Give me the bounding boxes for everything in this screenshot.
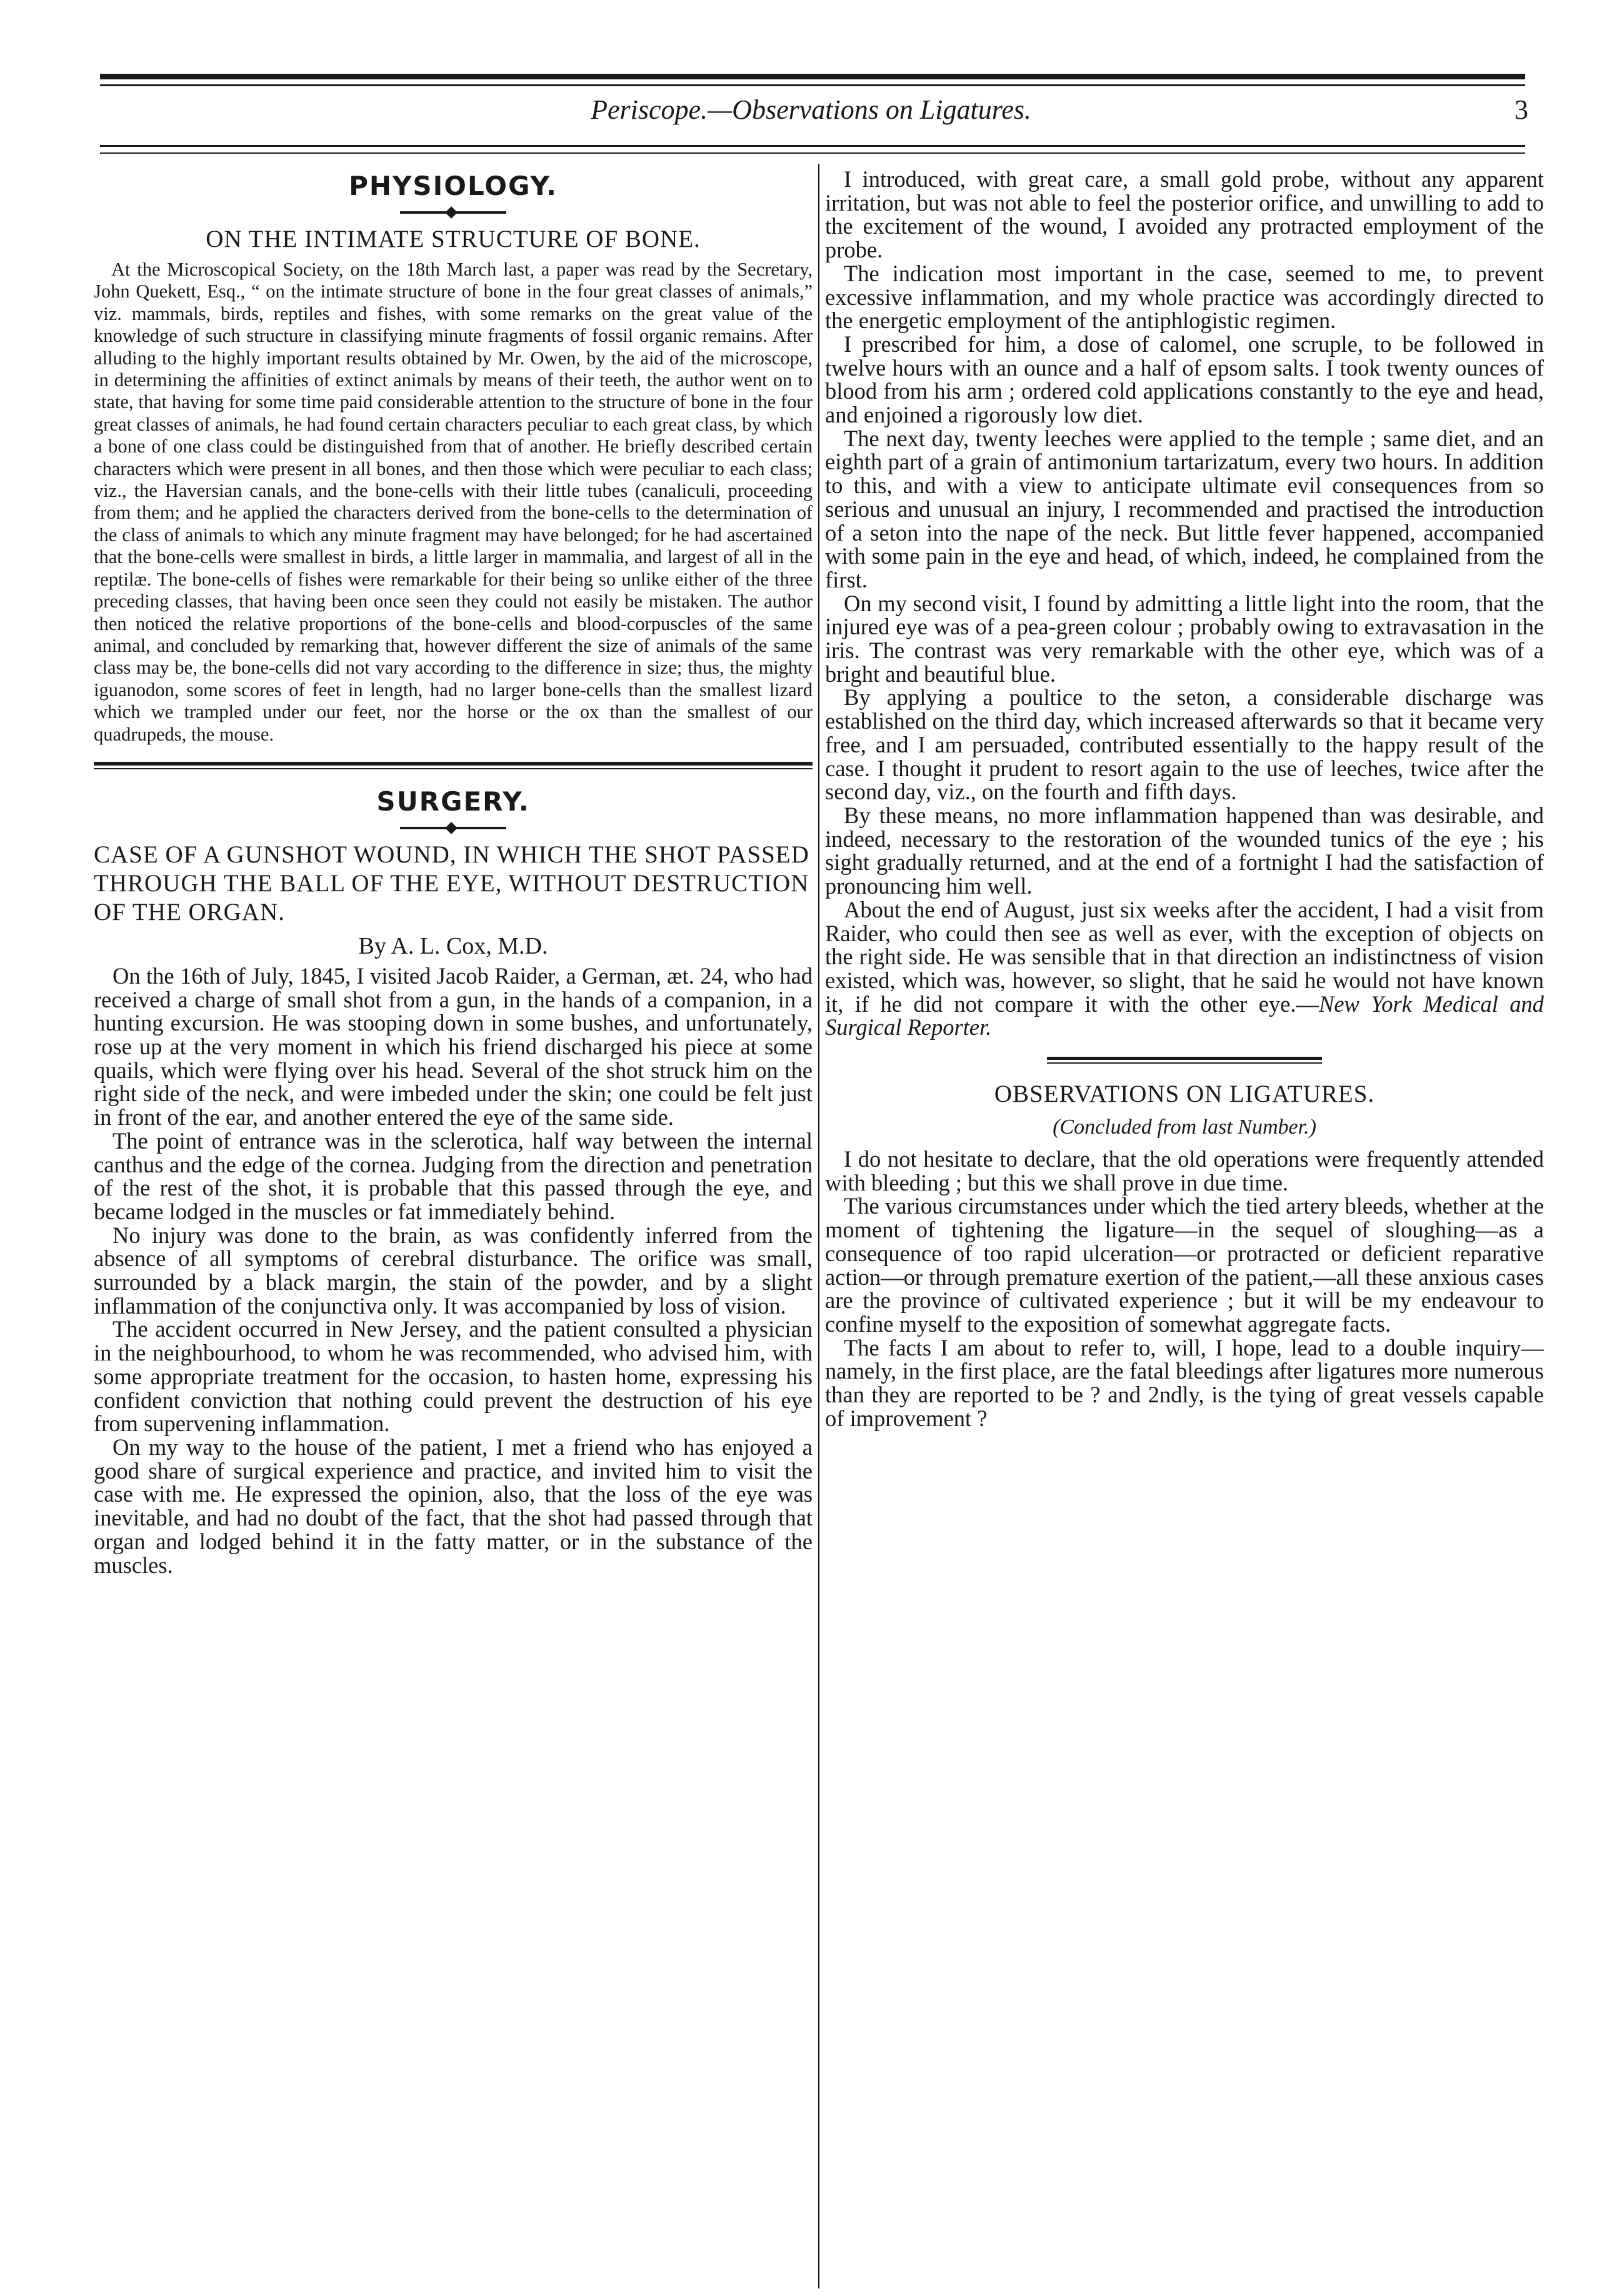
- source-citation: New York Medical and Surgical Reporter.: [825, 991, 1544, 1041]
- section-separator-rule: [94, 762, 813, 766]
- ornament-dash: [400, 211, 506, 214]
- gunshot-paragraph-final: [825, 898, 1544, 1039]
- header-thin-rule: [100, 84, 1525, 86]
- running-head-rule: [100, 145, 1525, 147]
- article-separator-rule: [1047, 1057, 1322, 1060]
- gunshot-paragraph-continued: On my way to the house of the patient, I met a friend who has enjoyed a good share of surgical experience and practice, and invited him to visit the case with me. He expressed the opinion, also, that the loss of the eye was inevitable, and had no doubt of the fact, that the shot had passed through that organ and lodged behind it in the fatty matter, or in the substance of the muscles.: [94, 1434, 813, 1578]
- left-column: [94, 167, 813, 1577]
- gunshot-paragraph: No injury was done to the brain, as was confidently inferred from the absence of all symptoms of cerebral disturbance. The orifice was small, surrounded by a black margin, the stain of the powder, and by a slight inflammation of the conjunctiva only. It was accompanied by loss of vision.: [94, 1222, 813, 1319]
- ligatures-article-subtitle: (Concluded from last Number.): [1053, 1116, 1316, 1139]
- ligatures-paragraph: The various circumstances under which the tied artery bleeds, whether at the moment of tightening the ligature—in the sequel of sloughing—as a consequence of too rapid ulceration—or protracted or deficient reparative action—or through premature exertion of the patient,—all these anxious cases are the province of cultivated experience ; but it will be my endeavour to confine myself to the exposition of somewhat aggregate facts.: [825, 1193, 1544, 1337]
- physiology-heading: PHYSIOLOGY.: [349, 171, 558, 201]
- running-head-rule-lower: [100, 152, 1525, 154]
- ligatures-article-title: OBSERVATIONS ON LIGATURES.: [994, 1081, 1375, 1108]
- gunshot-article-title: CASE OF A GUNSHOT WOUND, IN WHICH THE SHOT PASSED THROUGH THE BALL OF THE EYE, WITHOUT DESTRUCTION OF THE ORGAN.: [94, 841, 809, 926]
- gunshot-article-byline: By A. L. Cox, M.D.: [358, 932, 548, 959]
- ornament-dash: [400, 827, 506, 829]
- header-thick-rule: [100, 74, 1525, 79]
- article-separator-rule-thin: [1047, 1062, 1322, 1064]
- gunshot-paragraph: On my second visit, I found by admitting a little light into the room, that the injured eye was of a pea-green colour ; probably owing to extravasation in the iris. The contrast was very remarkable with the other eye, which was of a bright and beautiful blue.: [825, 590, 1544, 687]
- gunshot-paragraph: I introduced, with great care, a small gold probe, without any apparent irritation, but was not able to feel the posterior orifice, and unwilling to add to the excitement of the wound, I avoided any protracted employment of the probe.: [825, 166, 1544, 263]
- gunshot-paragraph: The indication most important in the case, seemed to me, to prevent excessive inflammation, and my whole practice was accordingly directed to the energetic employment of the antiphlogistic regimen.: [825, 260, 1544, 334]
- ligatures-paragraph: The facts I am about to refer to, will, I hope, lead to a double inquiry—namely, in the first place, are the fatal bleedings after ligatures more numerous than they are reported to be ? and 2ndly, is the tying of great vessels capable of improvement ?: [825, 1334, 1544, 1431]
- gunshot-paragraph: By applying a poultice to the seton, a considerable discharge was established on the third day, which increased afterwards so that it became very free, and I am persuaded, contributed essentially to the happy result of the case. I thought it prudent to resort again to the use of leeches, twice after the second day, viz., on the fourth and fifth days.: [825, 684, 1544, 805]
- bone-article-paragraph: At the Microscopical Society, on the 18th March last, a paper was read by the Secretary, John Quekett, Esq., “ on the intimate structure of bone in the four great classes of animals,” viz. mammals, birds, reptiles and fishes, with some remarks on the great value of the knowledge of such structure in classifying minute fragments of fossil organic remains. After alluding to the highly important results obtained by Mr. Owen, by the aid of the microscope, in determining the affinities of extinct animals by means of their teeth, the author went on to state, that having for some time paid considerable attention to the structure of bone in the four great classes of animals, he had found certain characters peculiar to each great class, by which a bone of one class could be distinguished from that of another. He briefly described certain characters which were present in all bones, and then those which were peculiar to each class; viz., the Haversian canals, and the bone-cells with their little tubes (canaliculi, proceeding from them; and he applied the characters derived from the bone-cells to the determination of the class of animals to which any minute fragment may have belonged; for he had ascertained that the bone-cells were smallest in birds, a little larger in mammalia, and largest of all in the reptilæ. The bone-cells of fishes were remarkable for their being so unlike either of the three preceding classes, that having been once seen they could not easily be mistaken. The author then noticed the relative proportions of the bone-cells and blood-corpuscles of the same animal, and concluded by remarking that, however different the size of animals of the same class may be, the bone-cells did not vary according to the difference in size; thus, the mighty iguanodon, some scores of feet in length, had no larger bone-cells than the smallest lizard which we trampled under our feet, nor the horse or the ox than the smallest of our quadrupeds, the mouse.: [94, 259, 813, 745]
- gunshot-paragraph: I prescribed for him, a dose of calomel, one scruple, to be followed in twelve hours with an ounce and a half of epsom salts. I took twenty ounces of blood from his arm ; ordered cold applications constantly to the eye and head, and enjoined a rigorously low diet.: [825, 331, 1544, 428]
- gunshot-paragraph: The point of entrance was in the sclerotica, half way between the internal canthus and the edge of the cornea. Judging from the direction and penetration of the rest of the shot, it is probable that this passed through the eye, and became lodged in the muscles or fat immediately behind.: [94, 1127, 813, 1224]
- bone-article-title: ON THE INTIMATE STRUCTURE OF BONE.: [206, 226, 701, 252]
- gunshot-paragraph: The next day, twenty leeches were applied to the temple ; same diet, and an eighth part of a grain of antimonium tartarizatum, every two hours. In addition to this, and with a view to anticipate ultimate evil consequences from so serious and unusual an injury, I recommended and practised the introduction of a seton into the nape of the neck. But little fever happened, accompanied with some pain in the eye and head, of which, indeed, he complained from the first.: [825, 425, 1544, 592]
- section-separator-rule-thin: [94, 768, 813, 769]
- right-column: [825, 167, 1544, 1430]
- gunshot-final-text: About the end of August, just six weeks after the accident, I had a visit from Raider, who could then see as well as ever, with the exception of objects on the right side. He was sensible that in that direction an indistinctness of vision existed, which was, however, so slight, that he said he would not have known it, if he did not compare it with the other eye.—: [825, 896, 1544, 1017]
- page-number: 3: [1514, 94, 1528, 125]
- ligatures-paragraph: I do not hesitate to declare, that the old operations were frequently attended with bleeding ; but this we shall prove in due time.: [825, 1146, 1544, 1195]
- gunshot-paragraph: On the 16th of July, 1845, I visited Jacob Raider, a German, æt. 24, who had received a charge of small shot from a gun, in the hands of a companion, in a hunting excursion. He was stooping down in some bushes, and unfortunately, rose up at the very moment in which his friend discharged his piece at some quails, which were flying over his head. Several of the shot struck him on the right side of the neck, and were imbeded under the skin; one could be felt just in front of the ear, and another entered the eye of the same side.: [94, 962, 813, 1131]
- running-head: Periscope.—Observations on Ligatures.: [591, 94, 1031, 125]
- gunshot-paragraph: The accident occurred in New Jersey, and the patient consulted a physician in the neighbourhood, to whom he was recommended, who advised him, with some appropriate treatment for the occasion, to hasten home, expressing his confident conviction that nothing could prevent the destruction of his eye from supervening inflammation.: [94, 1316, 813, 1437]
- surgery-heading: SURGERY.: [376, 786, 530, 817]
- gunshot-paragraph: By these means, no more inflammation happened than was desirable, and indeed, necessary to the restoration of the wounded tunics of the eye ; his sight gradually returned, and at the end of a fortnight I had the satisfaction of pronouncing him well.: [825, 802, 1544, 899]
- column-divider: [818, 164, 819, 2289]
